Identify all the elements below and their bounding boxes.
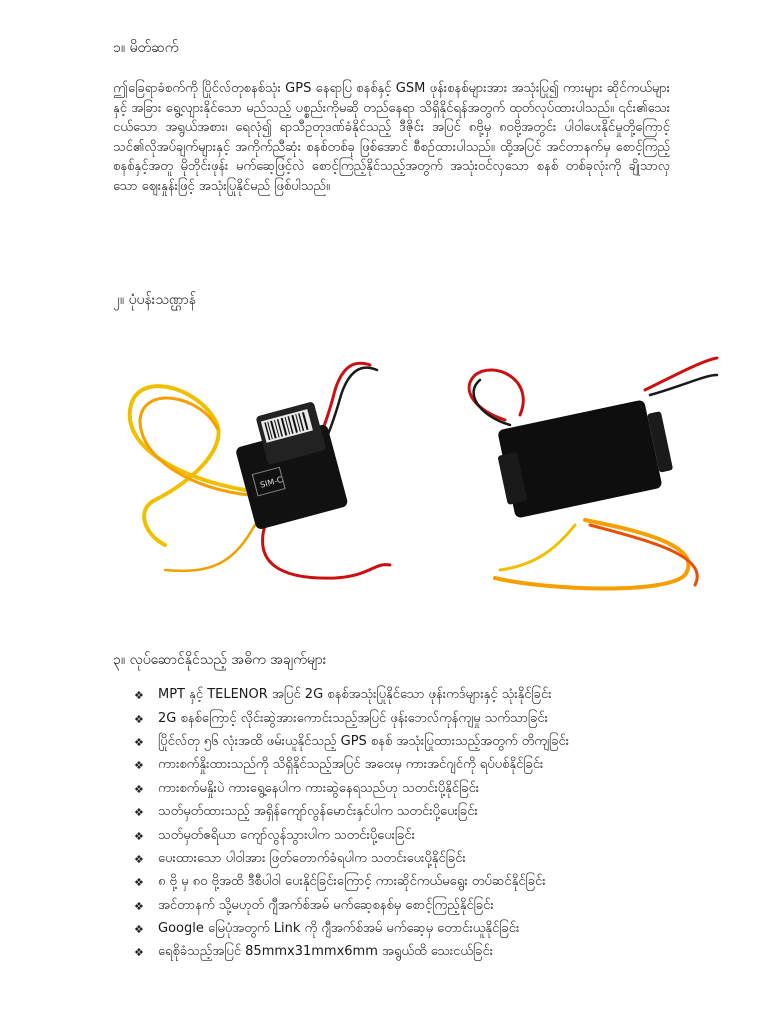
feature-text: ပေးထားသော ပါဝါအား ဖြတ်တောက်ခံရပါက သတင်းပေးပို့နိုင်ခြင်း	[158, 850, 466, 866]
feature-list	[134, 684, 734, 965]
left-device	[228, 399, 348, 530]
feature-text: သတ်မှတ်ထားသည့် အရှိန်ကျော်လွန်မောင်းနှင်ပါက သတင်းပို့ပေးခြင်း	[158, 804, 478, 820]
diamond-bullet-icon: ❖	[134, 735, 144, 749]
diamond-bullet-icon: ❖	[134, 852, 144, 866]
diamond-bullet-icon: ❖	[134, 712, 144, 726]
feature-text: ကားစက်မနှိုးပဲ ကားရွေ့နေပါက ကားဆွဲနေရသည်ဟု သတင်းပို့နိုင်ခြင်း	[158, 780, 480, 796]
gps-tracker-illustration	[105, 330, 725, 600]
list-item	[134, 684, 734, 707]
feature-text: 2G စနစ်ကြောင့် လိုင်းဆွဲအားကောင်းသည့်အပြင် ဖုန်းဘေလ်ကုန်ကျမှု သက်သာခြင်း	[158, 710, 548, 726]
device-photo	[105, 330, 725, 600]
diamond-bullet-icon: ❖	[134, 759, 144, 773]
list-item	[134, 871, 734, 894]
list-item	[134, 941, 734, 964]
sim-label: SIM-C	[259, 475, 284, 490]
feature-text: ၈ ဗို့ မှ ၈၀ ဗို့အထိ ဒီစီပါဝါ ပေးနိုင်ခြင်းကြောင့် ကားဆိုင်ကယ်မရွေး တပ်ဆင်နိုင်ခြင်း	[158, 874, 546, 890]
diamond-bullet-icon: ❖	[134, 829, 144, 843]
section-intro-heading: ၁။ မိတ်ဆက်	[113, 40, 179, 56]
feature-text: ပြိုင်လ်တု ၅၆ လုံးအထိ ဖမ်းယူနိုင်သည့် GPS စနစ် အသုံးပြုထားသည့်အတွက် တိကျခြင်း	[158, 733, 570, 749]
diamond-bullet-icon: ❖	[134, 923, 144, 937]
list-item	[134, 731, 734, 754]
diamond-bullet-icon: ❖	[134, 899, 144, 913]
list-item	[134, 801, 734, 824]
diamond-bullet-icon: ❖	[134, 689, 144, 703]
diamond-bullet-icon: ❖	[134, 782, 144, 796]
list-item	[134, 824, 734, 847]
intro-paragraph: ဤခြေရာခံစက်ကို ပြိုင်လ်တုစနစ်သုံး GPS နေရာပြ စနစ်နှင့် GSM ဖုန်းစနစ်များအား အသုံးပြု၍ ကားများ ဆိုင်ကယ်များ နှင့် အခြား ရွေ့လျားနိုင်သော မည်သည့် ပစ္စည်းကိုမဆို တည်နေရာ သိရှိနိုင်ရန်အတွက် ထုတ်လုပ်ထားပါသည်။ ၎င်း၏သေးငယ်သော အရွယ်အစား၊ ရေလုံ၍ ရာသီဥတုဒဏ်ခံနိုင်သည့် ဒီဇိုင်း အပြင် ၈ဗို့မှ ၈၀ဗို့အတွင်း ပါဝါပေးနိုင်မှုတို့ကြောင့် သင်၏လိုအပ်ချက်များနှင့် အကိုက်ညီဆုံး စနစ်တစ်ခု ဖြစ်အောင် စီစဉ်ထားပါသည်။ ထို့အပြင် အင်တာနက်မှ စောင့်ကြည့်စနစ်နှင့်အတူ မိုဘိုင်းဖုန်း မက်ဆေ့ဖြင့်လဲ စောင့်ကြည့်နိုင်သည့်အတွက် အသုံးဝင်လှသော စနစ် တစ်ခုလုံးကို ချိုသာလှသော ဈေးနှုန်းဖြင့် အသုံးပြုနိုင်မည် ဖြစ်ပါသည်။	[113, 81, 670, 194]
feature-text: အင်တာနက် သို့မဟုတ် ဂျီအက်စ်အမ် မက်ဆေ့စနစ်မှ စောင့်ကြည့်နိုင်ခြင်း	[158, 897, 494, 913]
section-appearance-heading: ၂။ ပုံပန်းသဏ္ဌာန်	[113, 292, 196, 308]
feature-text: Google မြေပုံအတွက် Link ကို ဂျီအက်စ်အမ် မက်ဆေ့မှ တောင်းယူနိုင်ခြင်း	[158, 921, 520, 937]
list-item	[134, 707, 734, 730]
feature-text: ကားစက်နှိုးထားသည်ကို သိရှိနိုင်သည့်အပြင် အဝေးမှ ကားအင်ဂျင်ကို ရပ်ပစ်နိုင်ခြင်း	[158, 757, 544, 773]
diamond-bullet-icon: ❖	[134, 806, 144, 820]
diamond-bullet-icon: ❖	[134, 876, 144, 890]
feature-text: သတ်မှတ်ဧရိယာ ကျော်လွန်သွားပါက သတင်းပို့ပေးခြင်း	[158, 827, 415, 843]
feature-text: ရေစိုခံသည့်အပြင် 85mmx31mmx6mm အရွယ်ထိ သေးငယ်ခြင်း	[158, 944, 493, 960]
list-item	[134, 918, 734, 941]
list-item	[134, 848, 734, 871]
feature-text: MPT နှင့် TELENOR အပြင် 2G စနစ်အသုံးပြုနိုင်သော ဖုန်းကဒ်များနှင့် သုံးနိုင်ခြင်း	[158, 687, 552, 703]
list-item	[134, 778, 734, 801]
list-item	[134, 754, 734, 777]
list-item	[134, 895, 734, 918]
section-features-heading: ၃။ လုပ်ဆောင်နိုင်သည့် အဓိက အချက်များ	[113, 652, 327, 668]
diamond-bullet-icon: ❖	[134, 946, 144, 960]
